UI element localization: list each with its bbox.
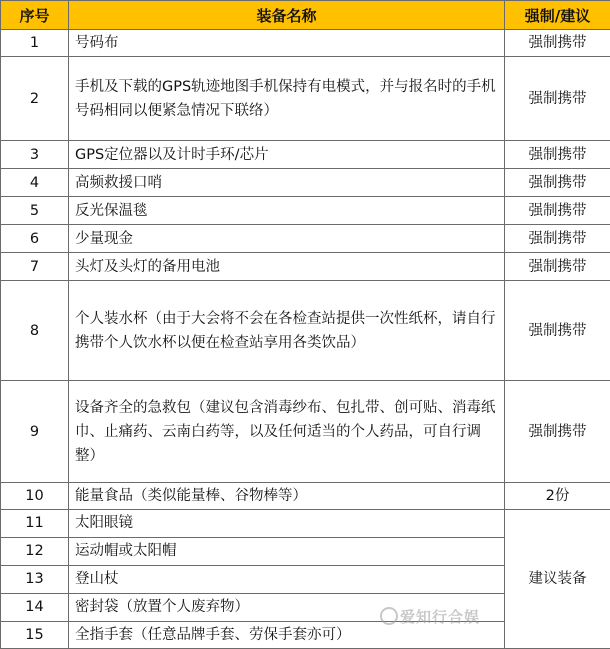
row-num: 5 (1, 197, 69, 225)
row-requirement: 强制携带 (505, 253, 610, 281)
row-item: 头灯及头灯的备用电池 (69, 253, 505, 281)
table-row (1, 381, 610, 482)
table-row (1, 482, 610, 509)
row-item: 反光保温毯 (69, 197, 505, 225)
row-item: GPS定位器以及计时手环/芯片 (69, 141, 505, 169)
row-requirement: 强制携带 (505, 57, 610, 141)
table-row (1, 225, 610, 253)
table-row (1, 30, 610, 57)
row-item: 运动帽或太阳帽 (69, 537, 505, 565)
row-requirement-merged: 建议装备 (505, 509, 610, 648)
header-requirement: 强制/建议 (505, 1, 610, 30)
row-item: 全指手套（任意品牌手套、劳保手套亦可） (69, 621, 505, 648)
row-num: 14 (1, 593, 69, 621)
row-item: 太阳眼镜 (69, 509, 505, 537)
row-num: 2 (1, 57, 69, 141)
row-num: 8 (1, 281, 69, 381)
row-item: 能量食品（类似能量棒、谷物棒等） (69, 482, 505, 509)
row-num: 11 (1, 509, 69, 537)
watermark-text: 爱知行合娱 (399, 608, 480, 626)
row-requirement: 强制携带 (505, 169, 610, 197)
header-item: 装备名称 (69, 1, 505, 30)
row-item: 个人装水杯（由于大会将不会在各检查站提供一次性纸杯，请自行携带个人饮水杯以便在检查站享用各类饮品） (69, 281, 505, 381)
table-row (1, 169, 610, 197)
row-num: 15 (1, 621, 69, 648)
table-row (1, 253, 610, 281)
row-item: 号码布 (69, 30, 505, 57)
row-item: 登山杖 (69, 565, 505, 593)
row-num: 3 (1, 141, 69, 169)
table-row (1, 57, 610, 141)
row-item: 设备齐全的急救包（建议包含消毒纱布、包扎带、创可贴、消毒纸巾、止痛药、云南白药等，以及任何适当的个人药品，可自行调整） (69, 381, 505, 482)
row-num: 4 (1, 169, 69, 197)
row-requirement: 2份 (505, 482, 610, 509)
row-item: 少量现金 (69, 225, 505, 253)
row-requirement: 强制携带 (505, 197, 610, 225)
row-num: 12 (1, 537, 69, 565)
row-requirement: 强制携带 (505, 281, 610, 381)
row-num: 13 (1, 565, 69, 593)
row-requirement: 强制携带 (505, 30, 610, 57)
row-requirement: 强制携带 (505, 225, 610, 253)
header-row (1, 1, 610, 30)
table-row (1, 197, 610, 225)
header-num: 序号 (1, 1, 69, 30)
row-num: 6 (1, 225, 69, 253)
table-row (1, 281, 610, 381)
row-num: 1 (1, 30, 69, 57)
row-num: 9 (1, 381, 69, 482)
row-requirement: 强制携带 (505, 381, 610, 482)
row-requirement: 强制携带 (505, 141, 610, 169)
row-item: 高频救援口哨 (69, 169, 505, 197)
table-row (1, 509, 610, 537)
row-num: 7 (1, 253, 69, 281)
row-item: 手机及下载的GPS轨迹地图手机保持有电模式，并与报名时的手机号码相同以便紧急情况下联络） (69, 57, 505, 141)
row-num: 10 (1, 482, 69, 509)
row-item: 密封袋（放置个人废弃物） (69, 593, 505, 621)
table-row (1, 141, 610, 169)
